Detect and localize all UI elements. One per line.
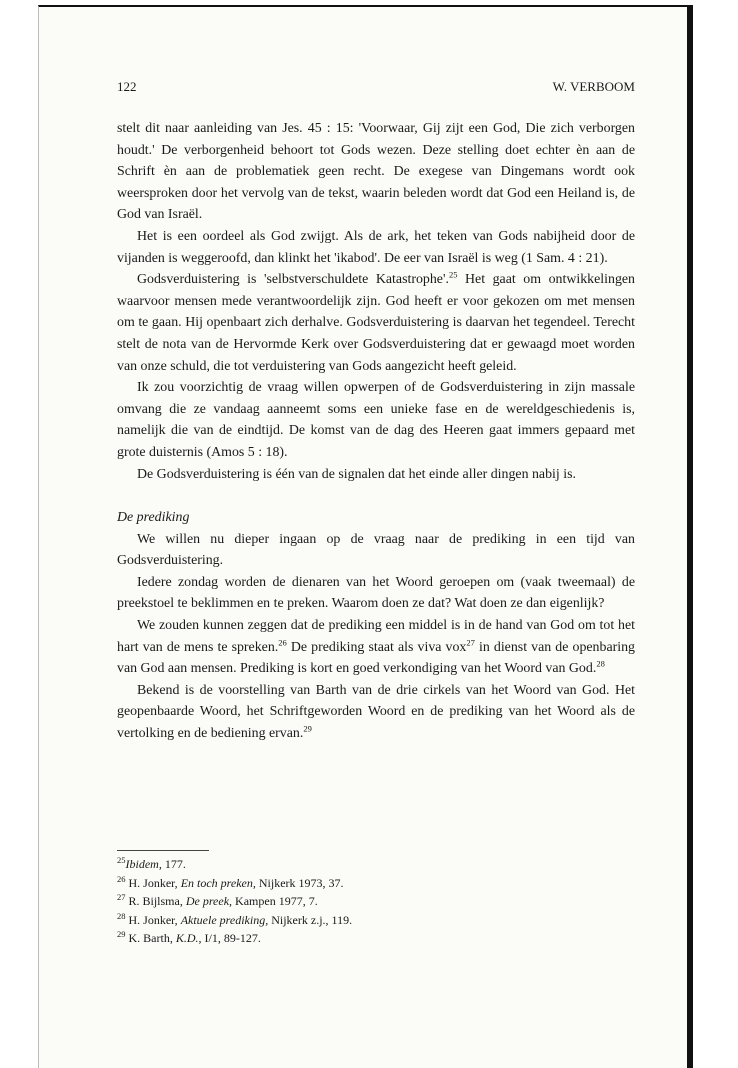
footnote-title: De preek,	[185, 894, 233, 908]
footnote-author: H. Jonker,	[128, 875, 181, 890]
footnote-title: Aktuele prediking,	[180, 912, 269, 927]
footnote-rest: Kampen 1977, 7.	[232, 894, 318, 908]
running-head: W. VERBOOM	[552, 79, 635, 94]
footnote-rest: Nijkerk z.j., 119.	[268, 912, 353, 927]
footnote-rest: Nijkerk 1973, 37.	[255, 875, 344, 890]
paragraph-text: in dienst van de openbaring van God aan mensen. Prediking is kort en goed verkondiging van het Woord van God.	[117, 639, 635, 677]
footnote-ref[interactable]: 27	[466, 637, 475, 648]
footnote-author: R. Bijlsma,	[128, 894, 186, 908]
footnote	[117, 929, 635, 948]
paragraph: Ik zou voorzichtig de vraag willen opwerpen of de Godsverduistering in zijn massale omvang die ze vandaag aanneemt soms een unieke fase en de wereldgeschiedenis is, namelijk die van de eindtijd. De komst van de dag des Heeren gaat immers gepaard met grote duisternis (Amos 5 : 18).	[117, 380, 635, 460]
paragraph-text: Godsverduistering is 'selbstverschuldete Katastrophe'.	[137, 272, 449, 288]
footnote-divider	[117, 850, 209, 851]
footnote-number: 26	[117, 873, 126, 884]
paragraph: Iedere zondag worden de dienaren van het Woord geroepen om (vaak tweemaal) de preekstoel te beklimmen en te preken. Waarom doen ze dat? Wat doen ze dan eigenlijk?	[117, 574, 635, 612]
paragraph-text: Het gaat om ontwikkelingen waarvoor mensen mede verantwoordelijk zijn. God heeft er voor gekozen om met mensen om te gaan. Hij openbaart zich derhalve. Godsverduistering is daarvan het tegendeel. Terecht stelt de nota van de Hervormde Kerk over Godsverduistering dat er gewaagd moet worden van onze schuld, die tot verduistering van Gods aangezicht heeft geleid.	[117, 272, 635, 374]
footnotes	[117, 855, 635, 948]
paragraph-text: De prediking staat als viva vox	[286, 639, 467, 655]
footnote-number: 25	[117, 855, 126, 865]
footnote-number: 27	[117, 892, 126, 902]
section-title: De prediking	[117, 510, 190, 526]
footnote-rest: 177.	[161, 857, 186, 871]
page-number: 122	[117, 79, 137, 94]
paragraph	[117, 680, 635, 745]
footnote-number: 29	[117, 929, 126, 939]
footnote	[117, 874, 635, 893]
paragraph	[117, 269, 635, 377]
footnote-author: K. Barth,	[128, 931, 176, 945]
footnote-title: En toch preken,	[180, 875, 256, 890]
footnote	[117, 911, 635, 930]
paragraph: stelt dit naar aanleiding van Jes. 45 : 15: 'Voorwaar, Gij zijt een God, Die zich verborgen houdt.' De verborgenheid behoort tot Gods wezen. Deze stelling doet echter èn aan de Schrift èn aan de problematiek geen recht. De exegese van Dingemans wordt ook weersproken door het vervolg van de tekst, waarin beleden wordt dat God een Heiland is, de God van Israël.	[117, 121, 635, 223]
footnote-rest: I/1, 89-127.	[201, 931, 261, 945]
paragraph-text: We zouden kunnen zeggen dat de prediking een middel is in de hand van God om tot het hart van de mens te spreken.	[117, 618, 635, 655]
footnote-ref[interactable]: 29	[303, 723, 312, 734]
footnote-title: K.D.,	[175, 931, 202, 945]
footnote-ref[interactable]: 25	[448, 269, 458, 280]
paragraph: Het is een oordeel als God zwijgt. Als de ark, het teken van Gods nabijheid door de vijanden is weggeroofd, dan klinkt het 'ikabod'. De eer van Israël is weg (1 Sam. 4 : 21).	[117, 228, 635, 266]
paragraph-text: Bekend is de voorstelling van Barth van de drie cirkels van het Woord van God. Het geopenbaarde Woord, het Schriftgeworden Woord en de prediking van het Woord als de vertolking en de bediening ervan.	[117, 682, 635, 742]
paragraph: We willen nu dieper ingaan op de vraag naar de prediking in een tijd van Godsverduistering.	[117, 531, 635, 569]
footnote-number: 28	[117, 910, 126, 921]
paragraph: De Godsverduistering is één van de signalen dat het einde aller dingen nabij is.	[137, 466, 576, 482]
footnote-ref[interactable]: 26	[278, 637, 287, 648]
page	[38, 5, 693, 1068]
body-text	[117, 118, 635, 745]
footnote-ref[interactable]: 28	[596, 658, 605, 669]
footnote	[117, 892, 635, 911]
footnote-title: Ibidem,	[125, 857, 162, 871]
paragraph	[117, 615, 635, 680]
footnote	[117, 855, 635, 874]
running-header	[117, 79, 635, 95]
footnote-author: H. Jonker,	[128, 912, 181, 927]
